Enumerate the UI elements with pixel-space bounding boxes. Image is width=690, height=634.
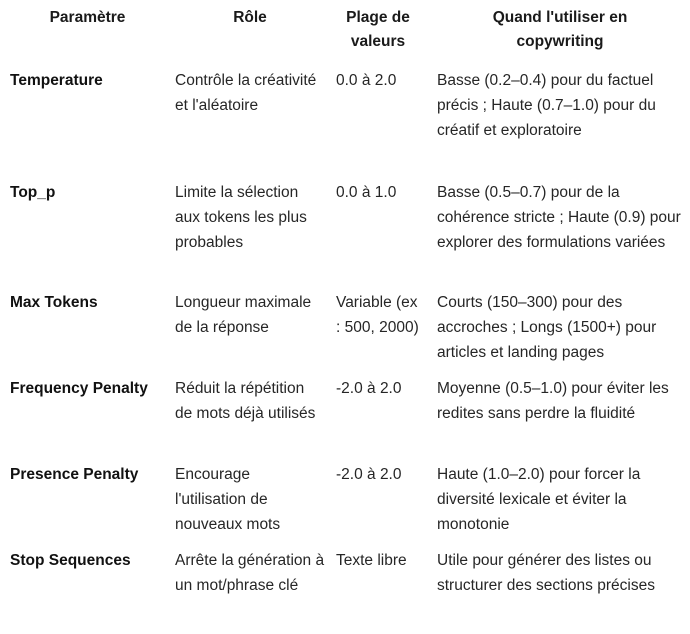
header-usage: Quand l'utiliser en copywriting: [492, 9, 628, 50]
header-parametre: Paramètre: [49, 9, 126, 26]
table-header: [0, 6, 690, 56]
param-role: Arrête la génération à un mot/phrase clé: [175, 552, 325, 594]
param-role: Contrôle la créativité et l'aléatoire: [175, 72, 317, 114]
param-range: -2.0 à 2.0: [336, 466, 402, 483]
param-usage: Courts (150–300) pour des accroches ; Longs (1500+) pour articles et landing pages: [437, 294, 657, 361]
param-name: Top_p: [10, 184, 56, 201]
param-name: Frequency Penalty: [10, 380, 148, 397]
header-plage: Plage de valeurs: [346, 9, 410, 50]
param-usage: Utile pour générer des listes ou structurer des sections précises: [437, 552, 655, 594]
param-usage: Haute (1.0–2.0) pour forcer la diversité lexicale et éviter la monotonie: [437, 466, 641, 533]
param-name: Temperature: [10, 72, 103, 89]
header-role: Rôle: [233, 9, 267, 26]
param-usage: Basse (0.5–0.7) pour de la cohérence stricte ; Haute (0.9) pour explorer des formulations variées: [437, 184, 681, 251]
param-usage: Moyenne (0.5–1.0) pour éviter les redites sans perdre la fluidité: [437, 380, 669, 422]
param-role: Limite la sélection aux tokens les plus probables: [175, 184, 307, 251]
param-name: Stop Sequences: [10, 552, 131, 569]
param-usage: Basse (0.2–0.4) pour du factuel précis ; Haute (0.7–1.0) pour du créatif et exploratoire: [437, 72, 656, 139]
param-range: 0.0 à 1.0: [336, 184, 397, 201]
param-range: -2.0 à 2.0: [336, 380, 402, 397]
param-role: Longueur maximale de la réponse: [175, 294, 312, 336]
param-role: Encourage l'utilisation de nouveaux mots: [175, 466, 281, 533]
param-range: Variable (ex : 500, 2000): [336, 294, 419, 336]
param-range: 0.0 à 2.0: [336, 72, 397, 89]
param-name: Max Tokens: [10, 294, 98, 311]
param-role: Réduit la répétition de mots déjà utilisés: [175, 380, 316, 422]
param-name: Presence Penalty: [10, 466, 139, 483]
param-range: Texte libre: [336, 552, 407, 569]
